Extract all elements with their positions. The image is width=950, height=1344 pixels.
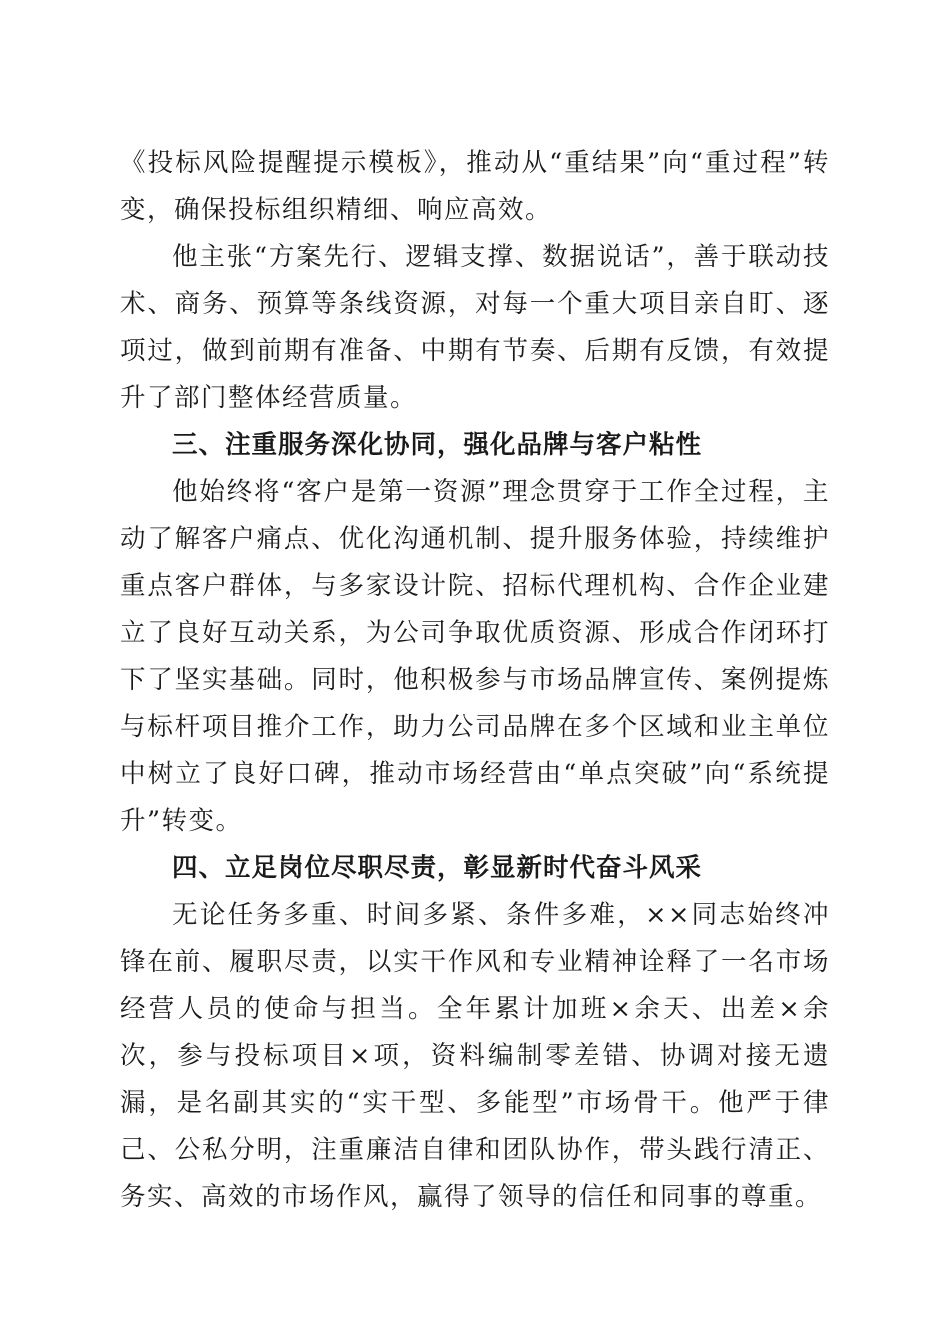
paragraph-customer-service: 他始终将“客户是第一资源”理念贯穿于工作全过程，主动了解客户痛点、优化沟通机制、提升服务体验，持续维护重点客户群体，与多家设计院、招标代理机构、合作企业建立了良好互动关系，为公司争取优质资源、形成合作闭环打下了坚实基础。同时，他积极参与市场品牌宣传、案例提炼与标杆项目推介工作，助力公司品牌在多个区域和业主单位中树立了良好口碑，推动市场经营由“单点突破”向“系统提升”转变。 bbox=[120, 477, 830, 836]
document-body bbox=[120, 140, 830, 1221]
paragraph-continuation: 《投标风险提醒提示模板》，推动从“重结果”向“重过程”转变，确保投标组织精细、响应高效。 bbox=[120, 148, 830, 225]
section-heading-four: 四、立足岗位尽职尽责，彰显新时代奋斗风采 bbox=[172, 853, 703, 883]
section-heading-three: 三、注重服务深化协同，强化品牌与客户粘性 bbox=[172, 430, 703, 460]
paragraph-dedication: 无论任务多重、时间多紧、条件多难，××同志始终冲锋在前、履职尽责，以实干作风和专业精神诠释了一名市场经营人员的使命与担当。全年累计加班×余天、出差×余次，参与投标项目×项，资料编制零差错、协调对接无遗漏，是名副其实的“实干型、多能型”市场骨干。他严于律己、公私分明，注重廉洁自律和团队协作，带头践行清正、务实、高效的市场作风，赢得了领导的信任和同事的尊重。 bbox=[120, 900, 830, 1212]
paragraph-method: 他主张“方案先行、逻辑支撑、数据说话”，善于联动技术、商务、预算等条线资源，对每一个重大项目亲自盯、逐项过，做到前期有准备、中期有节奏、后期有反馈，有效提升了部门整体经营质量。 bbox=[120, 242, 830, 413]
